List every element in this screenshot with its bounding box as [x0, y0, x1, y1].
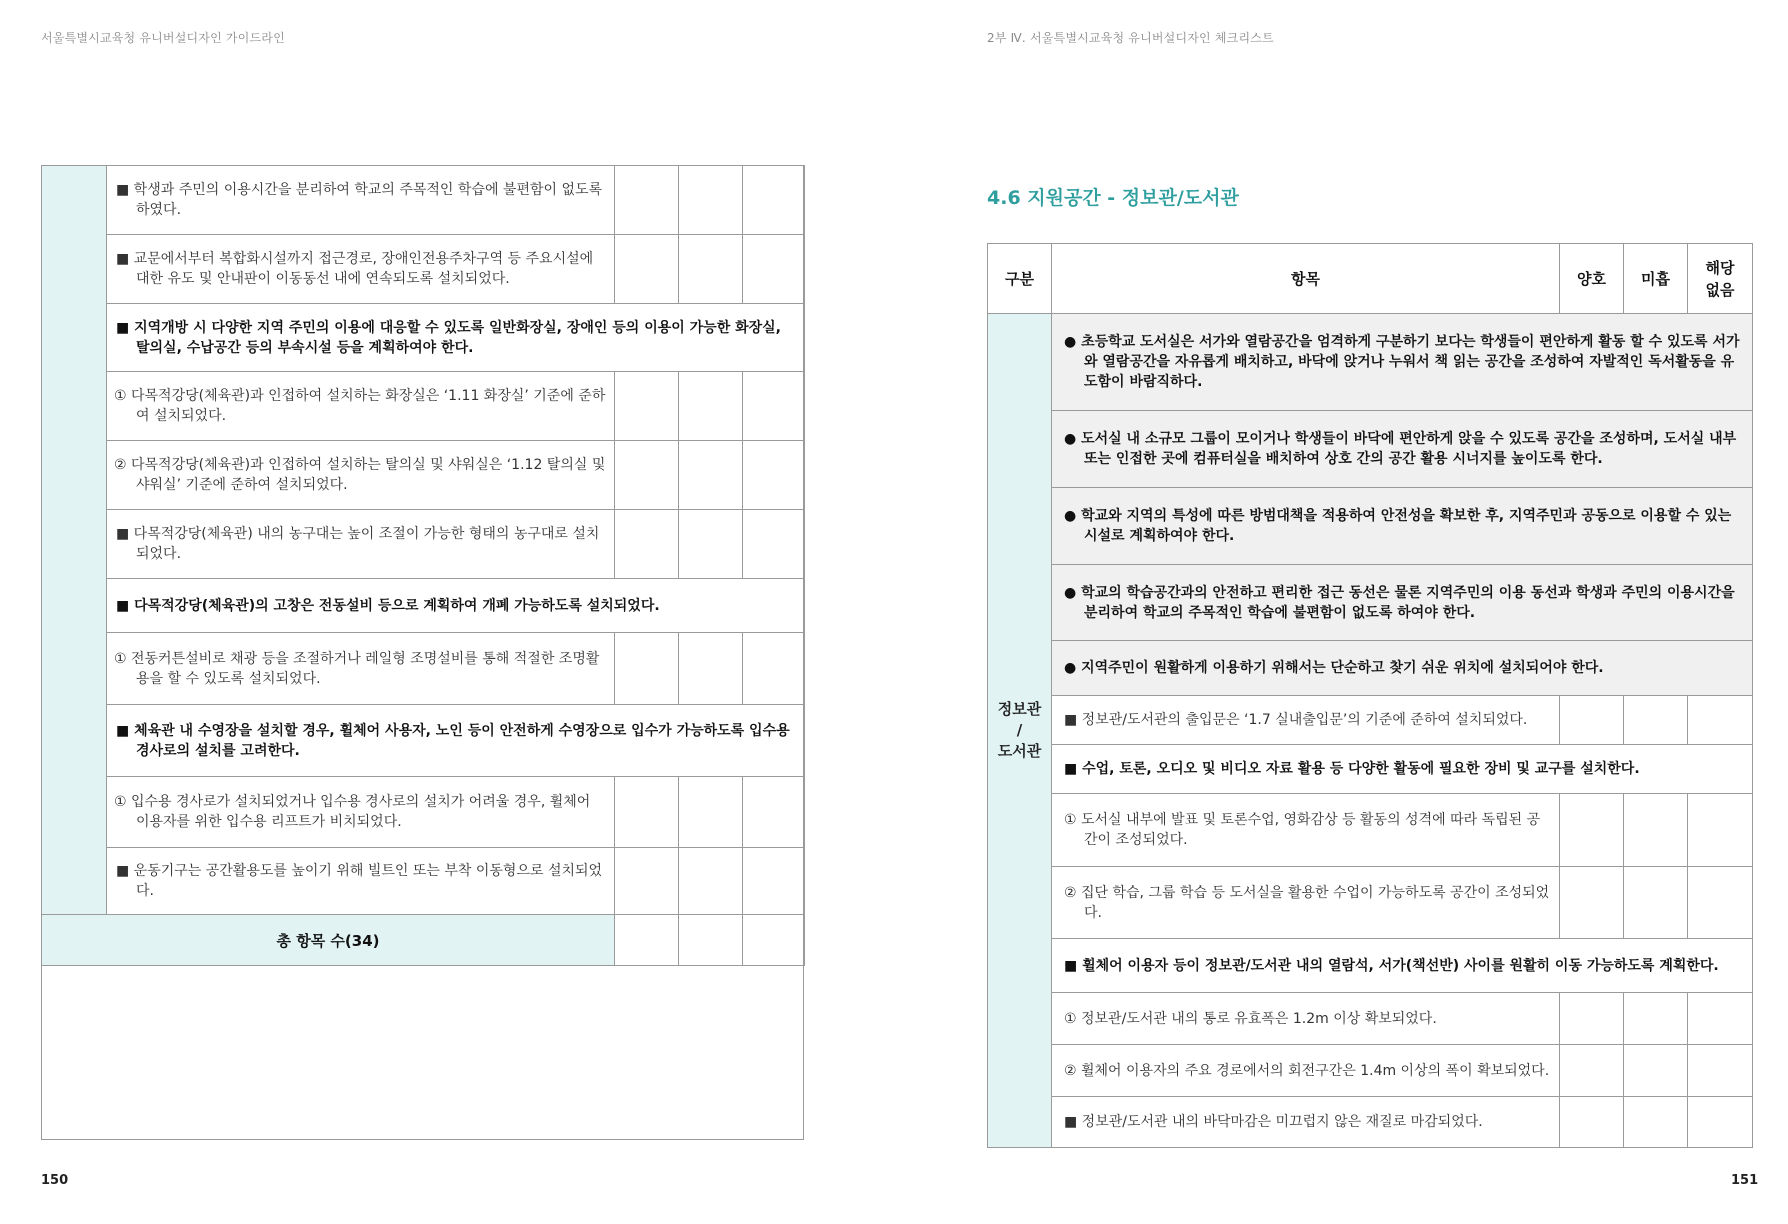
checklist-item: ② 집단 학습, 그룹 학습 등 도서실을 활용한 수업이 가능하도록 공간이 조성되었다. [1064, 884, 1550, 921]
checklist-item: ① 다목적강당(체육관)과 인접하여 설치하는 화장실은 ‘1.11 화장실’ 기준에 준하여 설치되었다. [114, 388, 606, 424]
table-row [988, 1045, 1753, 1097]
checklist-principle: ■ 휠체어 이용자 등이 정보관/도서관 내의 열람석, 서가(책선반) 사이를 원활히 이동 가능하도록 계획한다. [1064, 957, 1719, 974]
column-header-category: 구분 [988, 244, 1052, 314]
table-row [42, 304, 805, 372]
good-checkbox[interactable] [1560, 1045, 1624, 1097]
checklist-item: ■ 교문에서부터 복합화시설까지 접근경로, 장애인전용주차구역 등 주요시설에 대한 유도 및 안내판이 이동동선 내에 연속되도록 설치되었다. [116, 251, 594, 287]
good-checkbox[interactable] [1560, 794, 1624, 867]
total-row [42, 915, 805, 966]
table-row [988, 794, 1753, 867]
checklist-principle: ● 도서실 내 소규모 그룹이 모이거나 학생들이 바닥에 편안하게 앉을 수 있도록 공간을 조성하며, 도서실 내부 또는 인접한 곳에 컴퓨터실을 배치하여 상호 간의 공간 활용 시너지를 높이도록 한다. [1064, 431, 1737, 467]
good-checkbox[interactable] [1560, 993, 1624, 1045]
good-checkbox[interactable] [615, 441, 679, 510]
na-checkbox[interactable] [1688, 1097, 1753, 1148]
poor-total[interactable] [679, 915, 743, 966]
checklist-item: ① 입수용 경사로가 설치되었거나 입수용 경사로의 설치가 어려울 경우, 휠체어 이용자를 위한 입수용 리프트가 비치되었다. [114, 794, 591, 830]
table-row [988, 745, 1753, 794]
poor-checkbox[interactable] [679, 441, 743, 510]
checklist-item: ■ 학생과 주민의 이용시간을 분리하여 학교의 주목적인 학습에 불편함이 없도록 하였다. [116, 182, 603, 218]
column-header-poor: 미흡 [1624, 244, 1688, 314]
running-header-right: 2부 Ⅳ. 서울특별시교육청 유니버설디자인 체크리스트 [987, 31, 1274, 45]
na-total[interactable] [743, 915, 805, 966]
poor-checkbox[interactable] [679, 777, 743, 848]
poor-checkbox[interactable] [1624, 696, 1688, 745]
table-row [42, 510, 805, 579]
column-header-item: 항목 [1052, 244, 1560, 314]
poor-checkbox[interactable] [679, 166, 743, 235]
checklist-item: ② 다목적강당(체육관)과 인접하여 설치하는 탈의실 및 샤워실은 ‘1.12 탈의실 및 샤워실’ 기준에 준하여 설치되었다. [114, 457, 606, 493]
na-checkbox[interactable] [743, 235, 805, 304]
checklist-principle: ● 초등학교 도서실은 서가와 열람공간을 엄격하게 구분하기 보다는 학생들이 편안하게 활동 할 수 있도록 서가와 열람공간을 자유롭게 배치하고, 바닥에 앉거나 누워서 책 읽는 공간을 조성하여 자발적인 독서활동을 유도함이 바람직하다. [1064, 334, 1740, 390]
table-row [42, 372, 805, 441]
column-header-good: 양호 [1560, 244, 1624, 314]
table-row [42, 777, 805, 848]
checklist-item: ② 휠체어 이용자의 주요 경로에서의 회전구간은 1.4m 이상의 폭이 확보되었다. [1064, 1062, 1550, 1079]
table-row [42, 848, 805, 915]
checklist-item: ■ 정보관/도서관의 출입문은 ‘1.7 실내출입문’의 기준에 준하여 설치되었다. [1064, 712, 1528, 728]
checklist-principle: ● 학교와 지역의 특성에 따른 방범대책을 적용하여 안전성을 확보한 후, 지역주민과 공동으로 이용할 수 있는 시설로 계획하여야 한다. [1064, 508, 1732, 544]
total-label: 총 항목 수(34) [42, 915, 615, 966]
checklist-principle: ■ 수업, 토론, 오디오 및 비디오 자료 활용 등 다양한 활동에 필요한 장비 및 교구를 설치한다. [1064, 761, 1640, 777]
checklist-principle: ■ 체육관 내 수영장을 설치할 경우, 휠체어 사용자, 노인 등이 안전하게 수영장으로 입수가 가능하도록 입수용 경사로의 설치를 고려한다. [116, 722, 790, 759]
na-checkbox[interactable] [743, 166, 805, 235]
right-checklist-table [987, 243, 1753, 1148]
running-header-left: 서울특별시교육청 유니버설디자인 가이드라인 [41, 31, 285, 45]
na-checkbox[interactable] [743, 777, 805, 848]
na-checkbox[interactable] [1688, 794, 1753, 867]
good-checkbox[interactable] [615, 372, 679, 441]
table-row [42, 633, 805, 705]
poor-checkbox[interactable] [1624, 1097, 1688, 1148]
checklist-item: ■ 다목적강당(체육관) 내의 농구대는 높이 조절이 가능한 형태의 농구대로 설치되었다. [116, 526, 600, 562]
poor-checkbox[interactable] [679, 510, 743, 579]
na-checkbox[interactable] [743, 441, 805, 510]
checklist-item: ■ 운동기구는 공간활용도를 높이기 위해 빌트인 또는 부착 이동형으로 설치되었다. [116, 863, 603, 899]
checklist-principle: ● 지역주민이 원활하게 이용하기 위해서는 단순하고 찾기 쉬운 위치에 설치되어야 한다. [1064, 660, 1604, 676]
na-checkbox[interactable] [1688, 993, 1753, 1045]
good-checkbox[interactable] [615, 633, 679, 705]
category-cell [42, 166, 107, 915]
table-row [988, 641, 1753, 696]
table-row [988, 411, 1753, 488]
table-row [988, 939, 1753, 993]
category-cell: 정보관 / 도서관 [988, 314, 1052, 1148]
na-checkbox[interactable] [743, 633, 805, 705]
good-checkbox[interactable] [615, 510, 679, 579]
good-checkbox[interactable] [615, 848, 679, 915]
na-checkbox[interactable] [743, 848, 805, 915]
table-row [988, 993, 1753, 1045]
header-row [988, 244, 1753, 314]
table-row [42, 441, 805, 510]
checklist-item: ① 전동커튼설비로 채광 등을 조절하거나 레일형 조명설비를 통해 적절한 조명활용을 할 수 있도록 설치되었다. [114, 650, 600, 687]
poor-checkbox[interactable] [679, 848, 743, 915]
na-checkbox[interactable] [743, 372, 805, 441]
good-checkbox[interactable] [615, 235, 679, 304]
left-checklist-table [41, 165, 805, 966]
table-row [988, 867, 1753, 939]
poor-checkbox[interactable] [1624, 794, 1688, 867]
table-row [988, 314, 1753, 411]
section-title: 4.6 지원공간 - 정보관/도서관 [987, 187, 1239, 209]
poor-checkbox[interactable] [1624, 867, 1688, 939]
table-row [988, 696, 1753, 745]
checklist-item: ■ 정보관/도서관 내의 바닥마감은 미끄럽지 않은 재질로 마감되었다. [1064, 1114, 1483, 1130]
na-checkbox[interactable] [743, 510, 805, 579]
checklist-item: ① 정보관/도서관 내의 통로 유효폭은 1.2m 이상 확보되었다. [1064, 1010, 1437, 1027]
good-total[interactable] [615, 915, 679, 966]
poor-checkbox[interactable] [679, 633, 743, 705]
table-row [42, 579, 805, 633]
table-row [988, 565, 1753, 641]
good-checkbox[interactable] [615, 777, 679, 848]
checklist-principle: ● 학교의 학습공간과의 안전하고 편리한 접근 동선은 물론 지역주민의 이용 동선과 학생과 주민의 이용시간을 분리하여 학교의 주목적인 학습에 불편함이 없도록 하여야 한다. [1064, 584, 1735, 621]
good-checkbox[interactable] [1560, 696, 1624, 745]
column-header-na: 해당 없음 [1688, 244, 1753, 314]
checklist-principle: ■ 다목적강당(체육관)의 고창은 전동설비 등으로 계획하여 개폐 가능하도록 설치되었다. [116, 597, 660, 614]
page-number-right: 151 [1731, 1173, 1759, 1188]
table-row [988, 488, 1753, 565]
good-checkbox[interactable] [1560, 867, 1624, 939]
na-checkbox[interactable] [1688, 696, 1753, 745]
poor-checkbox[interactable] [679, 235, 743, 304]
poor-checkbox[interactable] [1624, 1045, 1688, 1097]
table-row [988, 1097, 1753, 1148]
page-number-left: 150 [41, 1173, 69, 1188]
na-checkbox[interactable] [1688, 1045, 1753, 1097]
poor-checkbox[interactable] [1624, 993, 1688, 1045]
good-checkbox[interactable] [1560, 1097, 1624, 1148]
na-checkbox[interactable] [1688, 867, 1753, 939]
table-row [42, 235, 805, 304]
table-row [42, 166, 805, 235]
table-row [42, 705, 805, 777]
good-checkbox[interactable] [615, 166, 679, 235]
poor-checkbox[interactable] [679, 372, 743, 441]
checklist-principle: ■ 지역개방 시 다양한 지역 주민의 이용에 대응할 수 있도록 일반화장실, 장애인 등의 이용이 가능한 화장실, 탈의실, 수납공간 등의 부속시설 등을 계획하여야 한다. [116, 319, 781, 356]
checklist-item: ① 도서실 내부에 발표 및 토론수업, 영화감상 등 활동의 성격에 따라 독립된 공간이 조성되었다. [1064, 812, 1541, 848]
